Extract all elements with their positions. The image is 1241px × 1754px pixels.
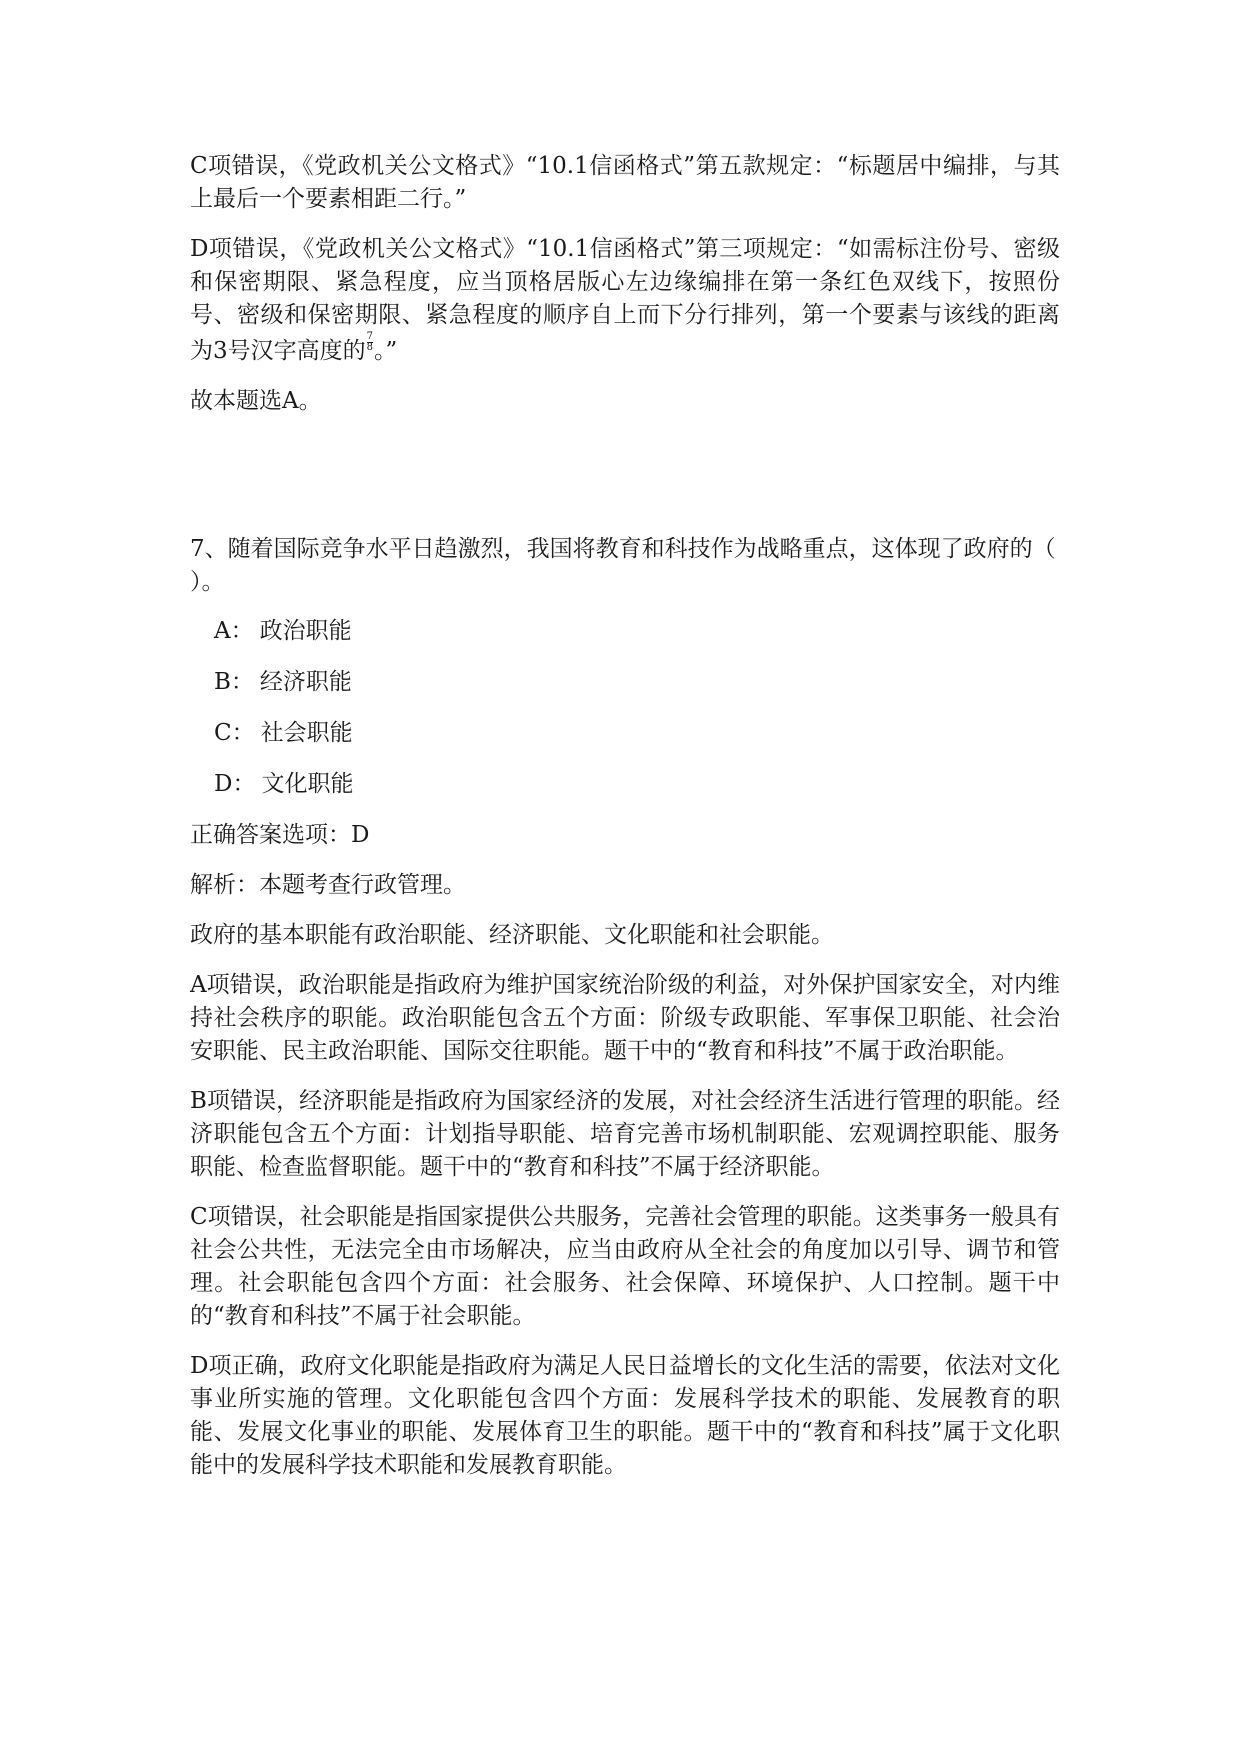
option-a [214, 615, 1060, 648]
option-d [214, 768, 1060, 801]
section-gap [190, 435, 1060, 533]
option-b [214, 666, 1060, 699]
analysis-intro: 解析：本题考查行政管理。 [190, 872, 466, 898]
prev-conclusion: 故本题选A。 [190, 388, 322, 414]
fraction-denominator: 8 [366, 342, 374, 353]
document-page [190, 150, 1060, 1499]
prev-d-item-closing: 。” [374, 338, 398, 364]
option-text: 文化职能 [261, 771, 354, 797]
prev-d-item-text: D项错误，《党政机关公文格式》“10.1信函格式”第三项规定：“如需标注份号、密级和保密期限、紧急程度，应当顶格居版心左边缘编排在第一条红色双线下，按照份号、密级和保密期限、紧急程度的顺序自上而下分行排列，第一个要素与该线的距离为3号汉字高度的 [190, 236, 1060, 364]
fraction-seven-eighths [367, 332, 373, 353]
c-item-explanation: C项错误，社会职能是指国家提供公共服务，完善社会管理的职能。这类事务一般具有社会公共性，无法完全由市场解决，应当由政府从全社会的角度加以引导、调节和管理。社会职能包含四个方面：社会服务、社会保障、环境保护、人口控制。题干中的“教育和科技”不属于社会职能。 [190, 1204, 1060, 1329]
option-text: 经济职能 [259, 669, 352, 695]
option-key: A： [214, 618, 254, 644]
b-item-explanation: B项错误，经济职能是指政府为国家经济的发展，对社会经济生活进行管理的职能。经济职能包含五个方面：计划指导职能、培育完善市场机制职能、宏观调控职能、服务职能、检查监督职能。题干中的“教育和科技”不属于经济职能。 [190, 1088, 1060, 1180]
option-key: B： [214, 669, 254, 695]
d-item-explanation: D项正确，政府文化职能是指政府为满足人民日益增长的文化生活的需要，依法对文化事业所实施的管理。文化职能包含四个方面：发展科学技术的职能、发展教育的职能、发展文化事业的职能、发展体育卫生的职能。题干中的“教育和科技”属于文化职能中的发展科学技术职能和发展教育职能。 [190, 1353, 1060, 1478]
basic-functions-statement: 政府的基本职能有政治职能、经济职能、文化职能和社会职能。 [190, 922, 834, 948]
prev-c-item-explanation: C项错误，《党政机关公文格式》“10.1信函格式”第五款规定：“标题居中编排，与其上最后一个要素相距二行。” [190, 153, 1060, 212]
correct-answer: 正确答案选项：D [190, 822, 370, 848]
option-c [214, 717, 1060, 750]
fraction-numerator: 7 [366, 331, 374, 342]
prev-d-item-explanation [190, 233, 1060, 368]
question-stem: 7、随着国际竞争水平日趋激烈，我国将教育和科技作为战略重点，这体现了政府的（ ）。 [190, 536, 1056, 595]
option-text: 政治职能 [259, 618, 352, 644]
option-key: C： [214, 720, 255, 746]
option-key: D： [214, 771, 256, 797]
option-text: 社会职能 [260, 720, 353, 746]
option-list [214, 615, 1060, 801]
a-item-explanation: A项错误，政治职能是指政府为维护国家统治阶级的利益，对外保护国家安全，对内维持社会秩序的职能。政治职能包含五个方面：阶级专政职能、军事保卫职能、社会治安职能、民主政治职能、国际交往职能。题干中的“教育和科技”不属于政治职能。 [190, 972, 1060, 1064]
